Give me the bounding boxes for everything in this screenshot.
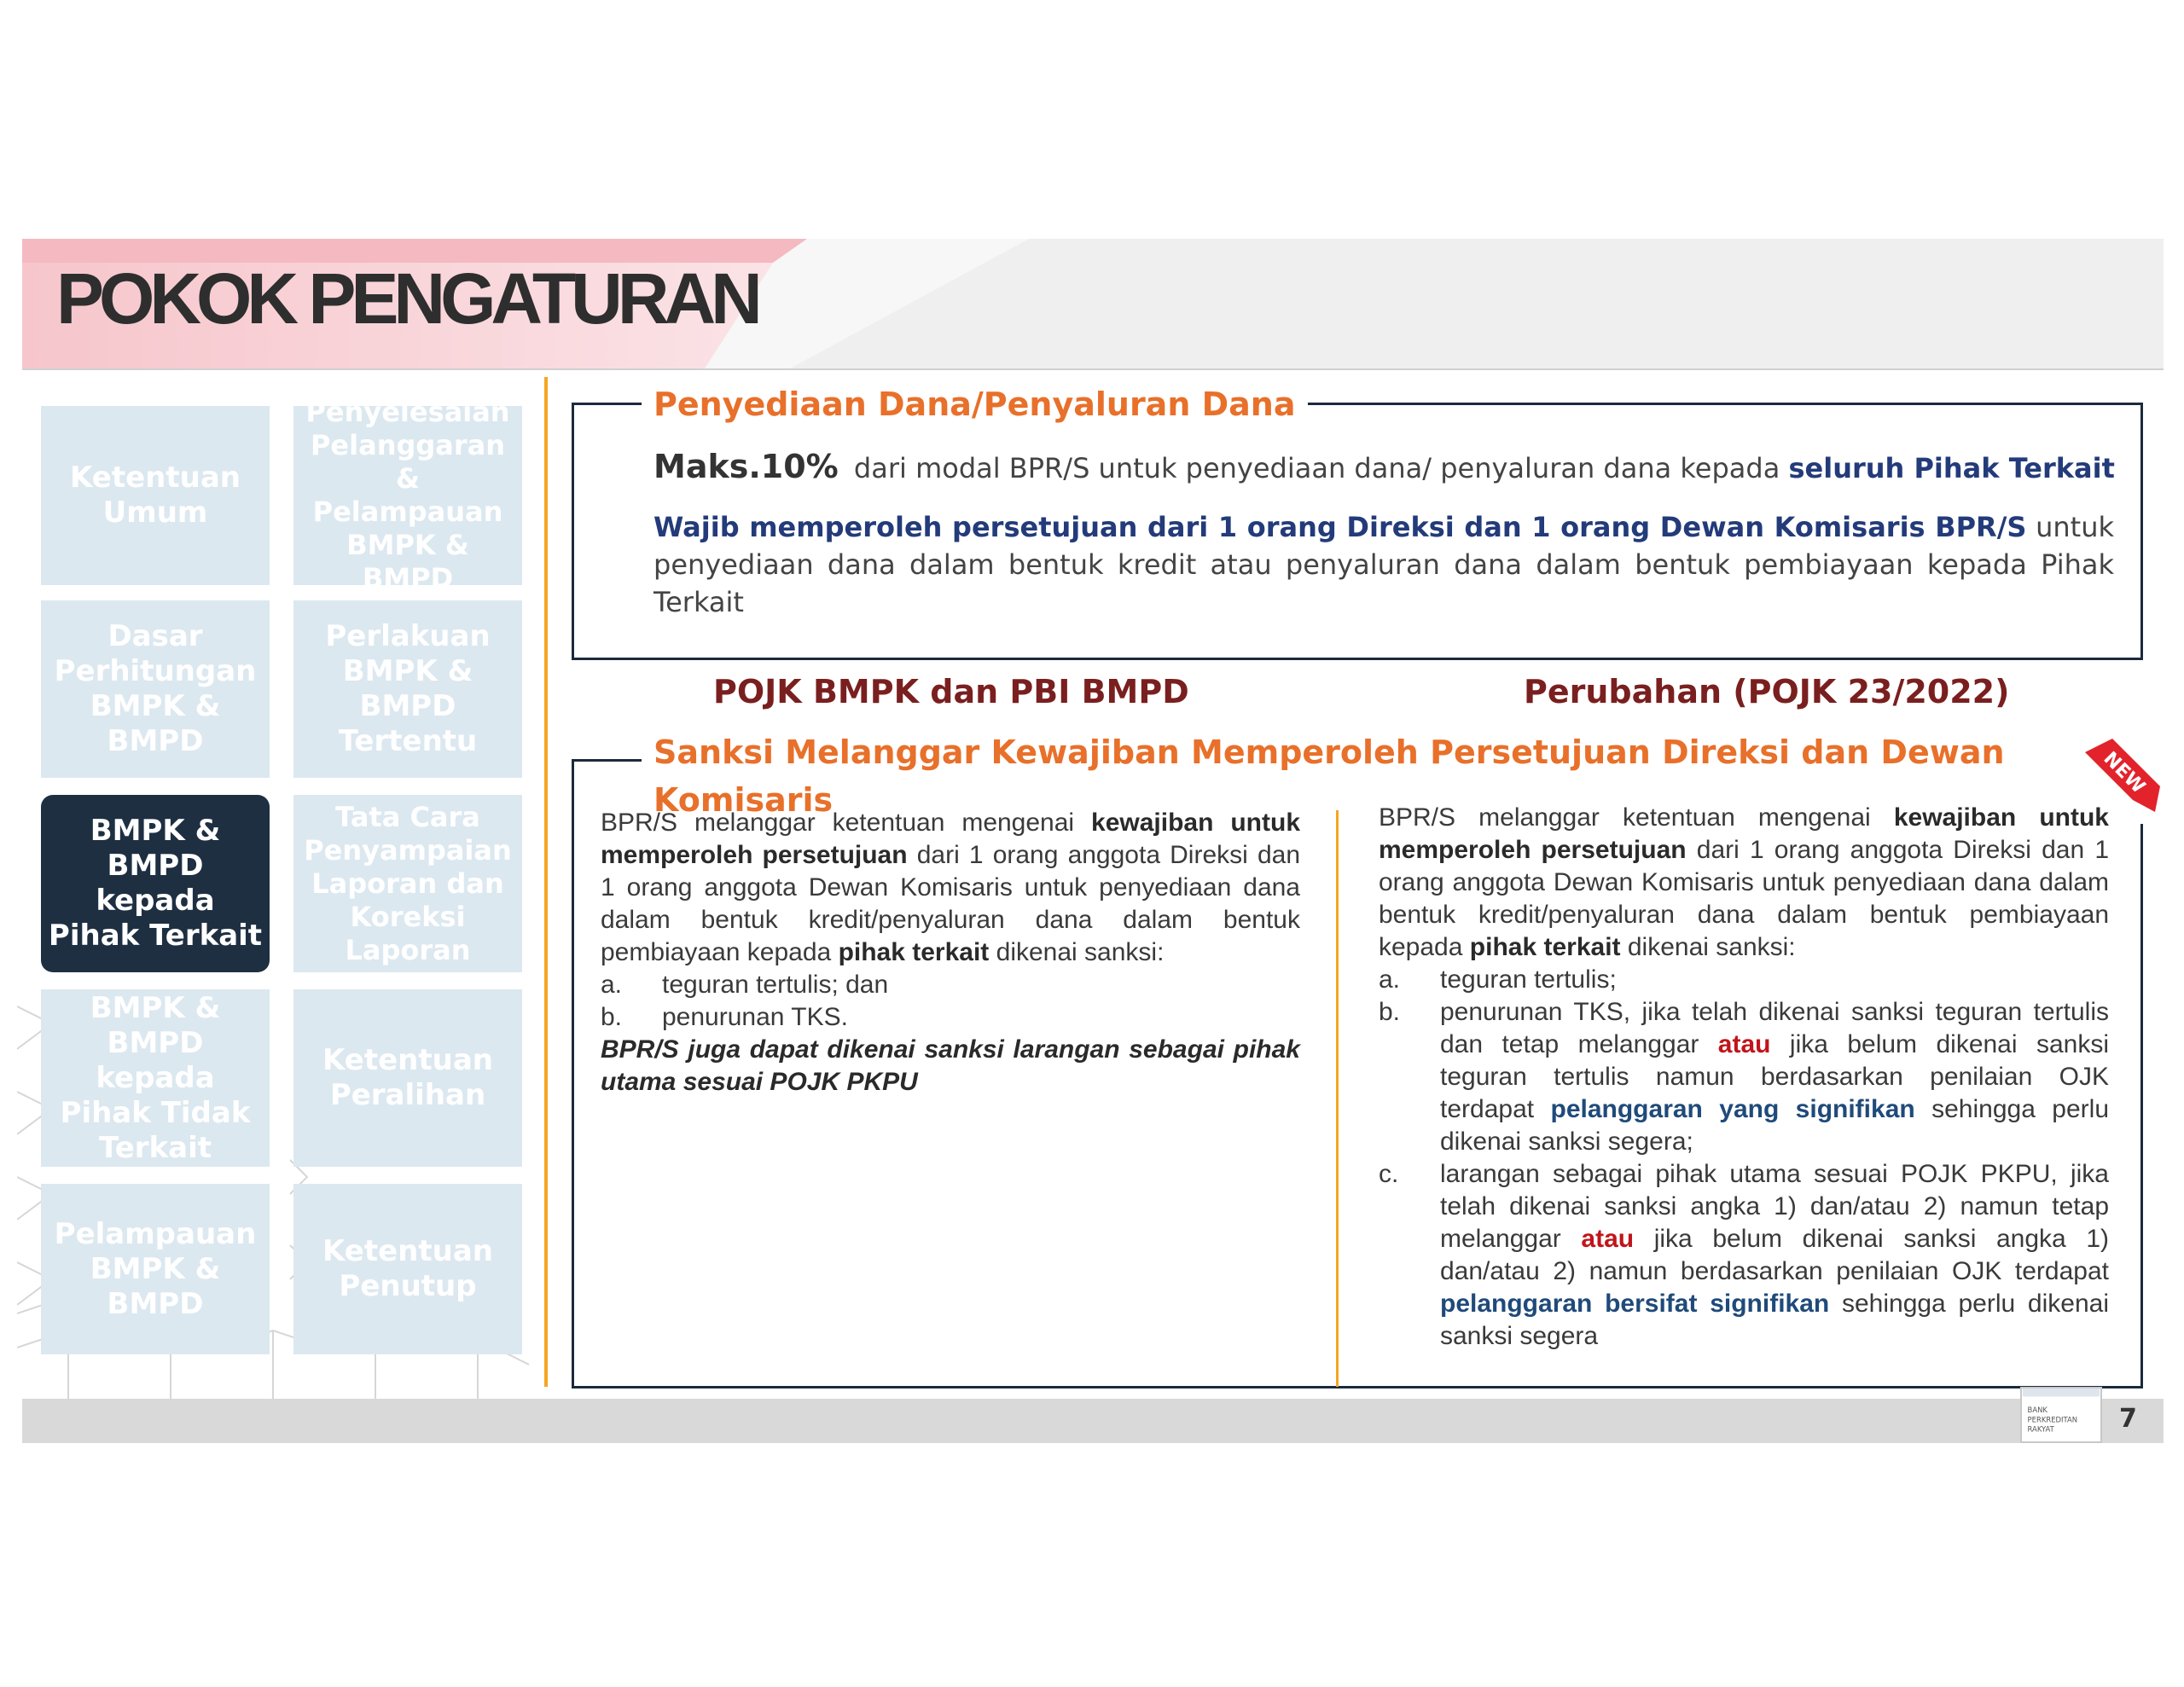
page-number: 7 bbox=[2119, 1404, 2137, 1434]
right-p2: dari 1 orang anggota Direksi dan 1 orang anggota Dewan Komisaris untuk penyediaan dana dalam bentuk kredit/penyaluran dana dalam bentuk pembiayaan kepada bbox=[1379, 836, 2109, 961]
item-b-emphasis: pelanggaran yang signifikan bbox=[1550, 1095, 1915, 1123]
list-item bbox=[601, 1001, 1300, 1034]
item-c-emphasis: pelanggaran bersifat signifikan bbox=[1440, 1290, 1830, 1318]
nav-tile-pelampauan[interactable]: Pelampauan BMPK & BMPD bbox=[41, 1184, 270, 1354]
list-marker: a. bbox=[601, 971, 623, 999]
left-p3: dikenai sanksi: bbox=[996, 938, 1165, 966]
item-c-part1: larangan sebagai pihak utama sesuai POJK PKPU, jika telah dikenai sanksi angka 1) dan/atau 2) namun tetap melanggar bbox=[1440, 1160, 2109, 1253]
right-p3: dikenai sanksi: bbox=[1627, 933, 1796, 961]
list-item bbox=[1379, 964, 2109, 996]
right-p1-bold: kewajiban untuk memperoleh persetujuan bbox=[1379, 803, 2109, 864]
header-divider bbox=[22, 368, 2164, 370]
nav-tile-dasar-perhitungan[interactable]: Dasar Perhitungan BMPK & BMPD bbox=[41, 600, 270, 778]
left-p1: BPR/S melanggar ketentuan mengenai bbox=[601, 809, 1075, 837]
footer-bar bbox=[22, 1399, 2164, 1443]
left-p2: dari 1 orang anggota Direksi dan 1 orang anggota Dewan Komisaris untuk penyediaan dana dalam bentuk kredit/penyaluran dana dalam bentuk pembiayaan kepada bbox=[601, 841, 1301, 966]
svg-text:BANK: BANK bbox=[2027, 1406, 2048, 1415]
list-marker: b. bbox=[1379, 998, 1401, 1026]
wajib-text: untuk penyediaan dana dalam bentuk kredit atau penyaluran dana dalam bentuk pembiayaan kepada Pihak Terkait bbox=[653, 511, 2115, 618]
list-item bbox=[1379, 996, 2109, 1158]
item-b-atau: atau bbox=[1717, 1030, 1771, 1058]
maks-text: dari modal BPR/S untuk penyediaan dana/ penyaluran dana kepada bbox=[853, 452, 1780, 484]
page-title: POKOK PENGATURAN bbox=[56, 258, 758, 339]
right-p2-bold: pihak terkait bbox=[1469, 933, 1621, 961]
list-text bbox=[1440, 1158, 2109, 1353]
column-divider bbox=[1336, 810, 1339, 1387]
nav-tile-pihak-terkait[interactable]: BMPK & BMPD kepada Pihak Terkait bbox=[41, 795, 270, 972]
item-b-part1: penurunan TKS, jika telah dikenai sanksi teguran tertulis dan tetap melanggar bbox=[1440, 998, 2109, 1058]
bpr-logo bbox=[2020, 1387, 2102, 1443]
wajib-emphasis: Wajib memperoleh persetujuan dari 1 orang Direksi dan 1 orang Dewan Komisaris BPR/S bbox=[653, 511, 2027, 543]
list-marker: c. bbox=[1379, 1160, 1399, 1188]
list-text: teguran tertulis; bbox=[1440, 965, 1617, 994]
nav-tile-ketentuan-umum[interactable]: Ketentuan Umum bbox=[41, 406, 270, 585]
left-closing: BPR/S juga dapat dikenai sanksi larangan sebagai pihak utama sesuai POJK PKPU bbox=[601, 1035, 1300, 1096]
item-b-part3: sehingga perlu dikenai sanksi segera; bbox=[1440, 1095, 2110, 1156]
right-column-heading: Perubahan (POJK 23/2022) bbox=[1524, 673, 2010, 710]
left-column-heading: POJK BMPK dan PBI BMPD bbox=[713, 673, 1189, 710]
list-item bbox=[1379, 1158, 2109, 1353]
nav-tile-penyelesaian[interactable]: Penyelesaian Pelanggaran & Pelampauan BMPK & BMPD bbox=[293, 406, 522, 585]
right-sanksi-text bbox=[1379, 802, 2109, 1353]
left-p1-bold: kewajiban untuk memperoleh persetujuan bbox=[601, 809, 1300, 869]
nav-tile-perlakuan[interactable]: Perlakuan BMPK & BMPD Tertentu bbox=[293, 600, 522, 778]
section-divider bbox=[544, 377, 548, 1387]
item-c-atau: atau bbox=[1581, 1225, 1635, 1253]
list-text: penurunan TKS. bbox=[662, 1003, 848, 1031]
list-item bbox=[601, 969, 1300, 1001]
item-c-part2: jika belum dikenai sanksi angka 1) dan/atau 2) namun berdasarkan penilaian OJK terdapat bbox=[1440, 1225, 2110, 1285]
item-b-part2: jika belum dikenai sanksi teguran tertulis namun berdasarkan penilaian OJK terdapat bbox=[1440, 1030, 2109, 1123]
new-badge-text: NEW bbox=[2099, 747, 2150, 798]
nav-tile-peralihan[interactable]: Ketentuan Peralihan bbox=[293, 989, 522, 1167]
wajib-statement bbox=[653, 508, 2114, 621]
maks-value: Maks.10% bbox=[653, 448, 839, 485]
svg-text:RAKYAT: RAKYAT bbox=[2027, 1424, 2054, 1434]
maks-statement bbox=[653, 447, 2121, 488]
item-c-part3: sehingga perlu dikenai sanksi segera bbox=[1440, 1290, 2109, 1350]
nav-tile-penutup[interactable]: Ketentuan Penutup bbox=[293, 1184, 522, 1354]
penyediaan-dana-heading: Penyediaan Dana/Penyaluran Dana bbox=[642, 380, 1308, 428]
list-text bbox=[1440, 996, 2109, 1158]
list-text: teguran tertulis; dan bbox=[662, 971, 889, 999]
nav-tile-tata-cara[interactable]: Tata Cara Penyampaian Laporan dan Koreksi Laporan bbox=[293, 795, 522, 972]
left-sanksi-text bbox=[601, 807, 1300, 1099]
svg-text:PERKREDITAN: PERKREDITAN bbox=[2027, 1415, 2078, 1424]
list-marker: a. bbox=[1379, 965, 1401, 994]
left-p2-bold: pihak terkait bbox=[838, 938, 990, 966]
maks-emphasis: seluruh Pihak Terkait bbox=[1788, 452, 2115, 484]
right-p1: BPR/S melanggar ketentuan mengenai bbox=[1379, 803, 1871, 832]
list-marker: b. bbox=[601, 1003, 623, 1031]
sanksi-heading: Sanksi Melanggar Kewajiban Memperoleh Persetujuan Direksi dan Dewan Komisaris bbox=[642, 728, 2184, 824]
nav-tile-pihak-tidak-terkait[interactable]: BMPK & BMPD kepada Pihak Tidak Terkait bbox=[41, 989, 270, 1167]
